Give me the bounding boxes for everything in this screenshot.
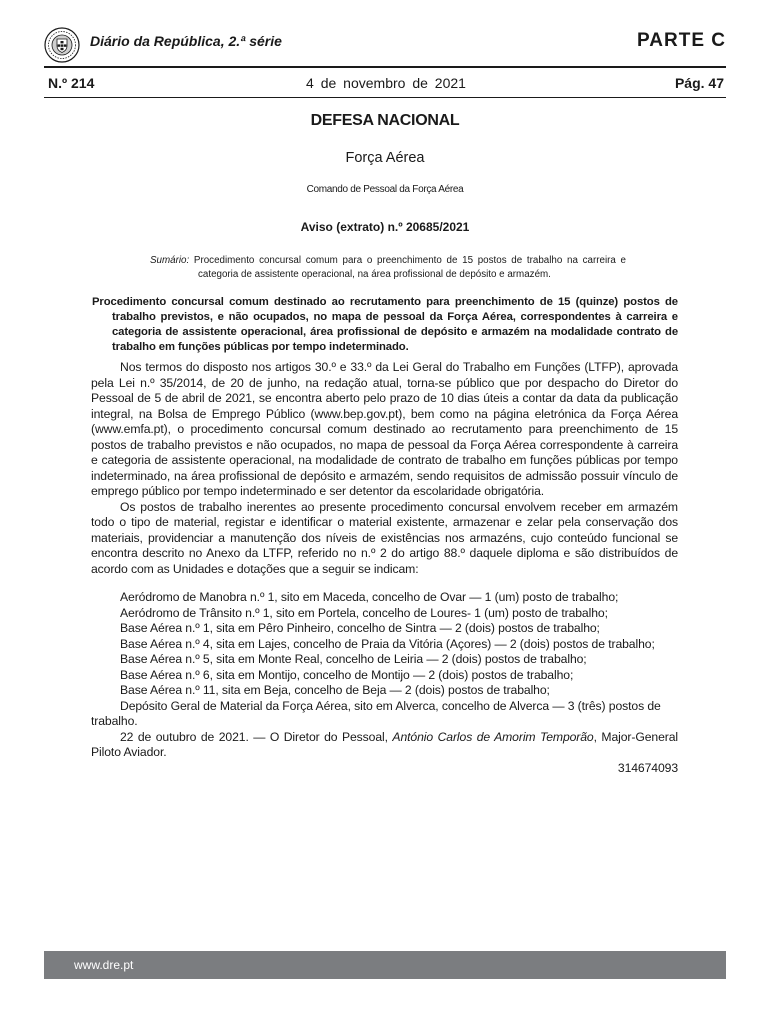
footer-bar: [44, 951, 726, 979]
location-item: Aeródromo de Trânsito n.º 1, sito em Portela, concelho de Loures- 1 (um) posto de trabalho;: [120, 605, 608, 620]
summary-paragraph: [150, 254, 626, 282]
location-item: Base Aérea n.º 6, sita em Montijo, concelho de Montijo — 2 (dois) postos de trabalho;: [120, 667, 574, 682]
signature-line: [91, 730, 678, 761]
locations-list: [91, 590, 678, 730]
body-paragraph: Nos termos do disposto nos artigos 30.º e 33.º da Lei Geral do Trabalho em Funções (LTFP), aprovada pela Lei n.º 35/2014, de 20 de junho, na redação atual, torna-se público que por despacho do Diretor do Pessoal de 5 de abril de 2021, se encontra aberto pelo prazo de 10 dias úteis a contar da data da publicação integral, na Bolsa de Emprego Público (www.bep.gov.pt), bem como na página eletrónica da Força Aérea (www.emfa.pt), o procedimento concursal comum destinado ao recrutamento para preenchimento de 15 postos de trabalho previstos e não ocupados, no mapa de pessoal da Força Aérea correspondente à carreira e categoria de assistente operacional, na modalidade de contrato de trabalho em funções públicas por tempo indeterminado, na área profissional de depósito e armazém, sendo requisitos de admissão possuir vínculo de emprego público por tempo indeterminado e ser detentor da escolaridade obrigatória.: [91, 360, 678, 498]
branch-title: Força Aérea: [345, 150, 425, 166]
location-item: Aeródromo de Manobra n.º 1, sito em Maceda, concelho de Ovar — 1 (um) posto de trabalho;: [120, 590, 619, 604]
notice-title: Aviso (extrato) n.º 20685/2021: [300, 220, 470, 234]
header-divider: [44, 66, 726, 68]
location-item: Base Aérea n.º 1, sita em Pêro Pinheiro, concelho de Sintra — 2 (dois) postos de trabalho;: [120, 621, 600, 635]
part-label: PARTE C: [637, 30, 726, 51]
division-title: Comando de Pessoal da Força Aérea: [306, 184, 464, 195]
republic-emblem-icon: [44, 27, 80, 63]
procedure-heading: Procedimento concursal comum destinado ao recrutamento para preenchimento de 15 (quinze) postos de trabalho previstos, e não ocupados, no mapa de pessoal da Força Aérea, correspondentes à carreira e categoria de assistente operacional, área profissional de depósito e armazém na modalidade contrato de trabalho em funções públicas por tempo indeterminado.: [92, 296, 678, 353]
location-item: Base Aérea n.º 4, sita em Lajes, concelho de Praia da Vitória (Açores) — 2 (dois) postos de trabalho;: [120, 636, 655, 651]
issue-number: N.º 214: [48, 75, 95, 91]
body-paragraph: Os postos de trabalho inerentes ao presente procedimento concursal envolvem receber em armazém todo o tipo de material, registar e identificar o material existente, armazenar e zelar pela conservação dos materiais, providenciar a manutenção dos níveis de existências nos armazéns, cujo conteúdo funcional se encontra descrito no Anexo da LTFP, referido no n.º 2 do artigo 88.º daquele diploma e são distribuídos de acordo com as Unidades e dotações que a seguir se indicam:: [91, 499, 678, 576]
signer-name: António Carlos de Amorim Temporão: [392, 729, 594, 744]
page-number: Pág. 47: [674, 75, 724, 91]
reference-code: 314674093: [617, 760, 678, 775]
issue-meta-row: [48, 75, 724, 93]
location-item: Depósito Geral de Material da Força Aérea, sito em Alverca, concelho de Alverca — 3 (três) postos de trabalho.: [91, 698, 661, 728]
summary-text: Procedimento concursal comum para o preenchimento de 15 postos de trabalho na carreira e categoria de assistente operacional, na área profissional de depósito e armazém.: [193, 255, 626, 280]
document-header: [44, 24, 726, 68]
signer-title: , Major-General Piloto Aviador.: [91, 729, 679, 759]
publication-title: Diário da República, 2.ª série: [90, 33, 282, 49]
summary-label: Sumário:: [150, 255, 190, 266]
ministry-title: DEFESA NACIONAL: [310, 112, 460, 129]
issue-date: 4 de novembro de 2021: [306, 75, 466, 91]
location-item: Base Aérea n.º 5, sita em Monte Real, concelho de Leiria — 2 (dois) postos de trabalho;: [120, 652, 587, 666]
meta-divider: [44, 97, 726, 98]
signature-date: 22 de outubro de 2021. — O Diretor do Pessoal,: [120, 729, 393, 744]
notice-body: [91, 360, 678, 776]
location-item: Base Aérea n.º 11, sita em Beja, concelho de Beja — 2 (dois) postos de trabalho;: [120, 683, 550, 697]
footer-link[interactable]: www.dre.pt: [74, 958, 134, 972]
summary-block: [150, 254, 626, 282]
